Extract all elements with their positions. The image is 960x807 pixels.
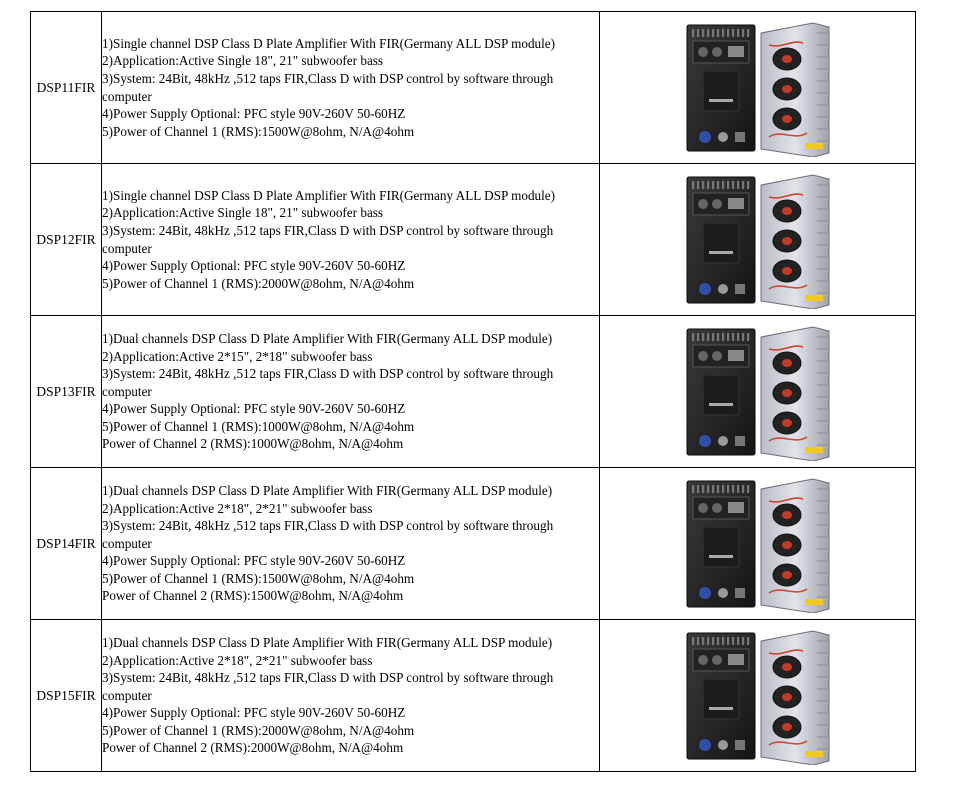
amplifier-photo-svg	[683, 171, 833, 309]
spec-line: 4)Power Supply Optional: PFC style 90V-260V 50-60HZ	[102, 258, 406, 274]
spec-line: 1)Dual channels DSP Class D Plate Amplifier With FIR(Germany ALL DSP module)	[102, 634, 553, 650]
spec-description	[102, 468, 600, 620]
spec-line: 3)System: 24Bit, 48kHz ,512 taps FIR,Class D with DSP control by software through computer	[102, 70, 554, 104]
spec-line: 3)System: 24Bit, 48kHz ,512 taps FIR,Class D with DSP control by software through computer	[102, 366, 554, 399]
spec-line: 3)System: 24Bit, 48kHz ,512 taps FIR,Class D with DSP control by software through computer	[102, 518, 554, 551]
spec-line: 4)Power Supply Optional: PFC style 90V-260V 50-60HZ	[102, 401, 406, 417]
product-spec-table	[30, 11, 916, 772]
spec-description	[102, 316, 600, 468]
product-photo-cell	[600, 468, 916, 620]
spec-line: 3)System: 24Bit, 48kHz ,512 taps FIR,Class D with DSP control by software through computer	[102, 670, 554, 703]
model-name: DSP15FIR	[31, 620, 102, 772]
product-photo-cell	[600, 164, 916, 316]
spec-line: Power of Channel 2 (RMS):1000W@8ohm, N/A@4ohm	[102, 436, 404, 452]
amplifier-module-photo	[600, 19, 915, 157]
amplifier-photo-svg	[683, 475, 833, 613]
spec-line: 1)Single channel DSP Class D Plate Amplifier With FIR(Germany ALL DSP module)	[102, 35, 556, 51]
spec-line: Power of Channel 2 (RMS):1500W@8ohm, N/A@4ohm	[102, 588, 404, 604]
amplifier-photo-svg	[683, 323, 833, 461]
product-photo-cell	[600, 12, 916, 164]
amplifier-photo-svg	[683, 627, 833, 765]
spec-line: Power of Channel 2 (RMS):2000W@8ohm, N/A@4ohm	[102, 740, 404, 756]
spec-line: 1)Dual channels DSP Class D Plate Amplifier With FIR(Germany ALL DSP module)	[102, 330, 553, 346]
spec-description	[102, 164, 600, 316]
product-row-dsp12fir	[31, 164, 916, 316]
amplifier-module-photo	[600, 171, 915, 309]
model-name: DSP13FIR	[31, 316, 102, 468]
spec-description	[102, 12, 600, 164]
spec-line: 2)Application:Active 2*18", 2*21" subwoofer bass	[102, 500, 373, 516]
spec-line: 5)Power of Channel 1 (RMS):1000W@8ohm, N/A@4ohm	[102, 418, 415, 434]
spec-line: 2)Application:Active Single 18", 21" subwoofer bass	[102, 53, 384, 69]
product-row-dsp11fir	[31, 12, 916, 164]
amplifier-module-photo	[600, 323, 915, 461]
spec-line: 1)Single channel DSP Class D Plate Amplifier With FIR(Germany ALL DSP module)	[102, 187, 556, 203]
spec-line: 5)Power of Channel 1 (RMS):2000W@8ohm, N/A@4ohm	[102, 722, 415, 738]
spec-line: 4)Power Supply Optional: PFC style 90V-260V 50-60HZ	[102, 705, 406, 721]
amplifier-module-photo	[600, 475, 915, 613]
product-row-dsp15fir	[31, 620, 916, 772]
spec-line: 4)Power Supply Optional: PFC style 90V-260V 50-60HZ	[102, 553, 406, 569]
spec-line: 5)Power of Channel 1 (RMS):1500W@8ohm, N/A@4ohm	[102, 570, 415, 586]
amplifier-module-photo	[600, 627, 915, 765]
product-photo-cell	[600, 620, 916, 772]
spec-line: 2)Application:Active 2*18", 2*21" subwoofer bass	[102, 652, 373, 668]
spec-line: 5)Power of Channel 1 (RMS):1500W@8ohm, N/A@4ohm	[102, 123, 415, 139]
spec-line: 5)Power of Channel 1 (RMS):2000W@8ohm, N/A@4ohm	[102, 275, 415, 291]
spec-line: 2)Application:Active Single 18", 21" subwoofer bass	[102, 205, 384, 221]
spec-line: 2)Application:Active 2*15", 2*18" subwoofer bass	[102, 348, 373, 364]
model-name: DSP12FIR	[31, 164, 102, 316]
model-name: DSP14FIR	[31, 468, 102, 620]
product-row-dsp14fir	[31, 468, 916, 620]
spec-line: 3)System: 24Bit, 48kHz ,512 taps FIR,Class D with DSP control by software through computer	[102, 222, 554, 256]
spec-description	[102, 620, 600, 772]
spec-line: 1)Dual channels DSP Class D Plate Amplifier With FIR(Germany ALL DSP module)	[102, 482, 553, 498]
product-row-dsp13fir	[31, 316, 916, 468]
amplifier-photo-svg	[683, 19, 833, 157]
product-photo-cell	[600, 316, 916, 468]
spec-line: 4)Power Supply Optional: PFC style 90V-260V 50-60HZ	[102, 106, 406, 122]
model-name: DSP11FIR	[31, 12, 102, 164]
